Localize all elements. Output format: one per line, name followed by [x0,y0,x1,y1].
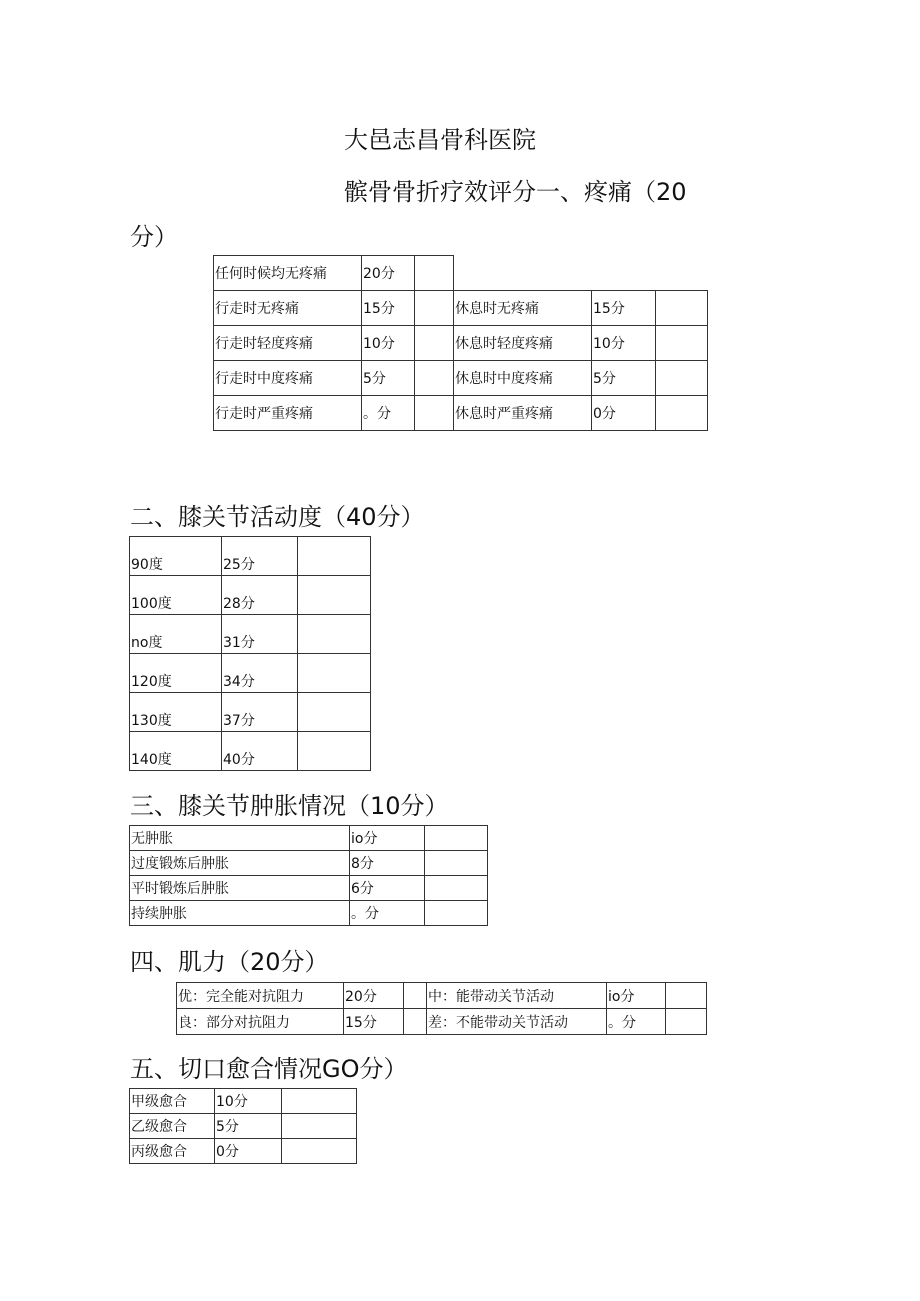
pain-walking-label: 行走时轻度疼痛 [214,326,362,361]
table-row [130,901,488,926]
muscle-grade-score: 20分 [344,983,404,1009]
muscle-grade-blank [404,1009,427,1035]
pain-rest-blank [656,361,708,396]
table-row [130,732,371,771]
muscle-grade-blank [404,983,427,1009]
rom-blank [298,576,371,615]
rom-blank [298,654,371,693]
pain-walking-blank [415,396,454,431]
pain-rest-label: 休息时严重疼痛 [454,396,592,431]
pain-rest-score: 10分 [592,326,656,361]
muscle-grade-label: 差：不能带动关节活动 [427,1009,607,1035]
incision-score: 5分 [215,1114,282,1139]
rom-blank [298,537,371,576]
table-row [130,693,371,732]
pain-walking-score: 15分 [362,291,415,326]
swelling-score: io分 [350,826,425,851]
rom-angle: 100度 [130,576,222,615]
incision-score: 10分 [215,1089,282,1114]
pain-score-blank [415,256,454,291]
incision-grade: 丙级愈合 [130,1139,215,1164]
table-row [130,537,371,576]
swelling-heading: 三、膝关节肿胀情况（10分） [130,792,449,820]
pain-rest-score: 5分 [592,361,656,396]
knee-rom-heading: 二、膝关节活动度（40分） [130,503,425,531]
muscle-table [176,982,707,1035]
pain-rest-blank [656,396,708,431]
incision-blank [282,1114,357,1139]
muscle-grade-score: 。分 [607,1009,666,1035]
pain-walking-label: 行走时中度疼痛 [214,361,362,396]
pain-row [214,256,708,291]
pain-rest-blank [656,326,708,361]
table-row [130,851,488,876]
swelling-blank [425,826,488,851]
pain-walking-score: 10分 [362,326,415,361]
swelling-blank [425,901,488,926]
table-row [177,1009,707,1035]
table-row [130,876,488,901]
pain-row [214,361,708,396]
knee-rom-table [129,536,371,771]
rom-angle: 130度 [130,693,222,732]
muscle-grade-blank [666,1009,707,1035]
pain-walking-label: 行走时严重疼痛 [214,396,362,431]
swelling-blank [425,876,488,901]
pain-walking-blank [415,291,454,326]
incision-blank [282,1139,357,1164]
rom-score: 31分 [222,615,298,654]
muscle-grade-label: 良：部分对抗阻力 [177,1009,344,1035]
muscle-grade-score: io分 [607,983,666,1009]
muscle-heading: 四、肌力（20分） [130,948,329,976]
rom-angle: 90度 [130,537,222,576]
pain-walking-blank [415,326,454,361]
swelling-label: 过度锻炼后肿胀 [130,851,350,876]
rom-angle: 120度 [130,654,222,693]
rom-blank [298,615,371,654]
table-row [130,654,371,693]
pain-table [213,255,708,431]
rom-score: 28分 [222,576,298,615]
rom-angle: 140度 [130,732,222,771]
swelling-score: 6分 [350,876,425,901]
incision-grade: 乙级愈合 [130,1114,215,1139]
muscle-grade-label: 优：完全能对抗阻力 [177,983,344,1009]
pain-rest-label: 休息时无疼痛 [454,291,592,326]
pain-score: 20分 [362,256,415,291]
table-row [130,615,371,654]
incision-table [129,1088,357,1164]
rom-blank [298,693,371,732]
pain-row [214,291,708,326]
pain-row [214,326,708,361]
table-row [177,983,707,1009]
pain-walking-blank [415,361,454,396]
pain-rest-label: 休息时轻度疼痛 [454,326,592,361]
swelling-score: 8分 [350,851,425,876]
pain-rest-score: 0分 [592,396,656,431]
pain-row [214,396,708,431]
swelling-score: 。分 [350,901,425,926]
incision-heading: 五、切口愈合情况GO分） [130,1055,408,1083]
swelling-label: 平时锻炼后肿胀 [130,876,350,901]
rom-blank [298,732,371,771]
incision-blank [282,1089,357,1114]
pain-label: 任何时候均无疼痛 [214,256,362,291]
table-row [130,1139,357,1164]
table-row [130,1089,357,1114]
incision-grade: 甲级愈合 [130,1089,215,1114]
pain-walking-score: 。分 [362,396,415,431]
swelling-blank [425,851,488,876]
table-row [130,1114,357,1139]
muscle-grade-blank [666,983,707,1009]
muscle-grade-label: 中：能带动关节活动 [427,983,607,1009]
swelling-label: 无肿胀 [130,826,350,851]
swelling-label: 持续肿胀 [130,901,350,926]
rom-angle: no度 [130,615,222,654]
table-row [130,826,488,851]
document-title: 髌骨骨折疗效评分一、疼痛（20 [344,178,687,206]
pain-walking-label: 行走时无疼痛 [214,291,362,326]
incision-score: 0分 [215,1139,282,1164]
rom-score: 34分 [222,654,298,693]
empty-cell [454,256,708,291]
hospital-name: 大邑志昌骨科医院 [344,126,536,154]
pain-rest-label: 休息时中度疼痛 [454,361,592,396]
pain-rest-blank [656,291,708,326]
pain-rest-score: 15分 [592,291,656,326]
document-title-continued: 分） [130,223,178,251]
rom-score: 37分 [222,693,298,732]
swelling-table [129,825,488,926]
rom-score: 25分 [222,537,298,576]
rom-score: 40分 [222,732,298,771]
pain-walking-score: 5分 [362,361,415,396]
table-row [130,576,371,615]
muscle-grade-score: 15分 [344,1009,404,1035]
